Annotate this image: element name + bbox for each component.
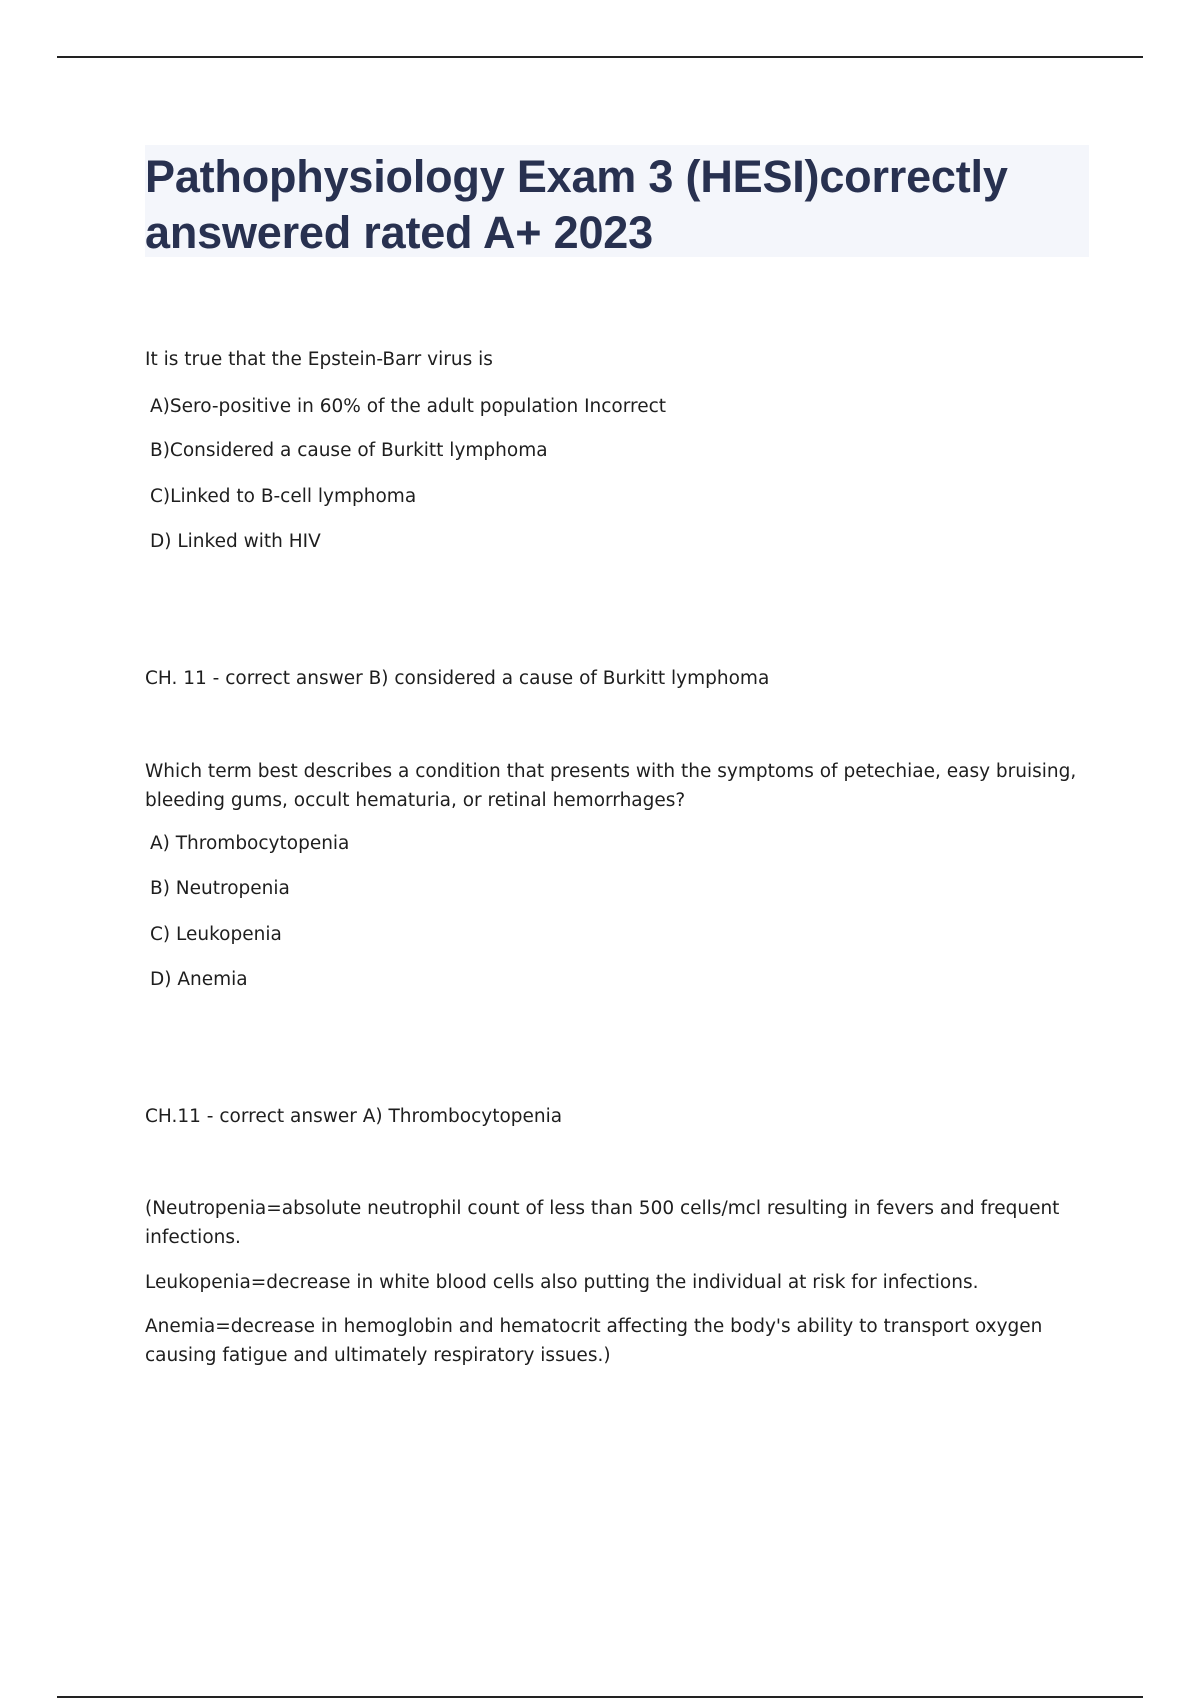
top-rule: [57, 56, 1143, 58]
question-1-option-a: A)Sero-positive in 60% of the adult population Incorrect: [150, 396, 667, 417]
document-title: Pathophysiology Exam 3 (HESI)correctly answered rated A+ 2023: [145, 151, 1008, 258]
question-2-prompt: Which term best describes a condition that presents with the symptoms of petechiae, easy bruising, bleeding gums, occult hematuria, or retinal hemorrhages?: [145, 761, 1077, 811]
question-1-option-d: D) Linked with HIV: [150, 531, 321, 552]
question-1-option-b: B)Considered a cause of Burkitt lymphoma: [150, 440, 548, 461]
explanation-neutropenia: (Neutropenia=absolute neutrophil count of less than 500 cells/mcl resulting in fevers and frequent infections.: [145, 1198, 1060, 1248]
explanation-anemia: Anemia=decrease in hemoglobin and hematocrit affecting the body's ability to transport oxygen causing fatigue and ultimately respiratory issues.): [145, 1316, 1043, 1366]
question-2-answer: CH.11 - correct answer A) Thrombocytopenia: [145, 1106, 563, 1127]
explanation-leukopenia: Leukopenia=decrease in white blood cells also putting the individual at risk for infections.: [145, 1272, 979, 1293]
question-1-option-c: C)Linked to B-cell lymphoma: [150, 486, 417, 507]
question-2-option-c: C) Leukopenia: [150, 924, 282, 945]
question-2-option-b: B) Neutropenia: [150, 878, 290, 899]
title-banner: [145, 145, 1089, 257]
question-1-answer: CH. 11 - correct answer B) considered a cause of Burkitt lymphoma: [145, 668, 770, 689]
question-1-prompt: It is true that the Epstein-Barr virus is: [145, 349, 493, 370]
bottom-rule: [57, 1696, 1143, 1698]
question-2-option-a: A) Thrombocytopenia: [150, 833, 350, 854]
question-2-option-d: D) Anemia: [150, 969, 248, 990]
